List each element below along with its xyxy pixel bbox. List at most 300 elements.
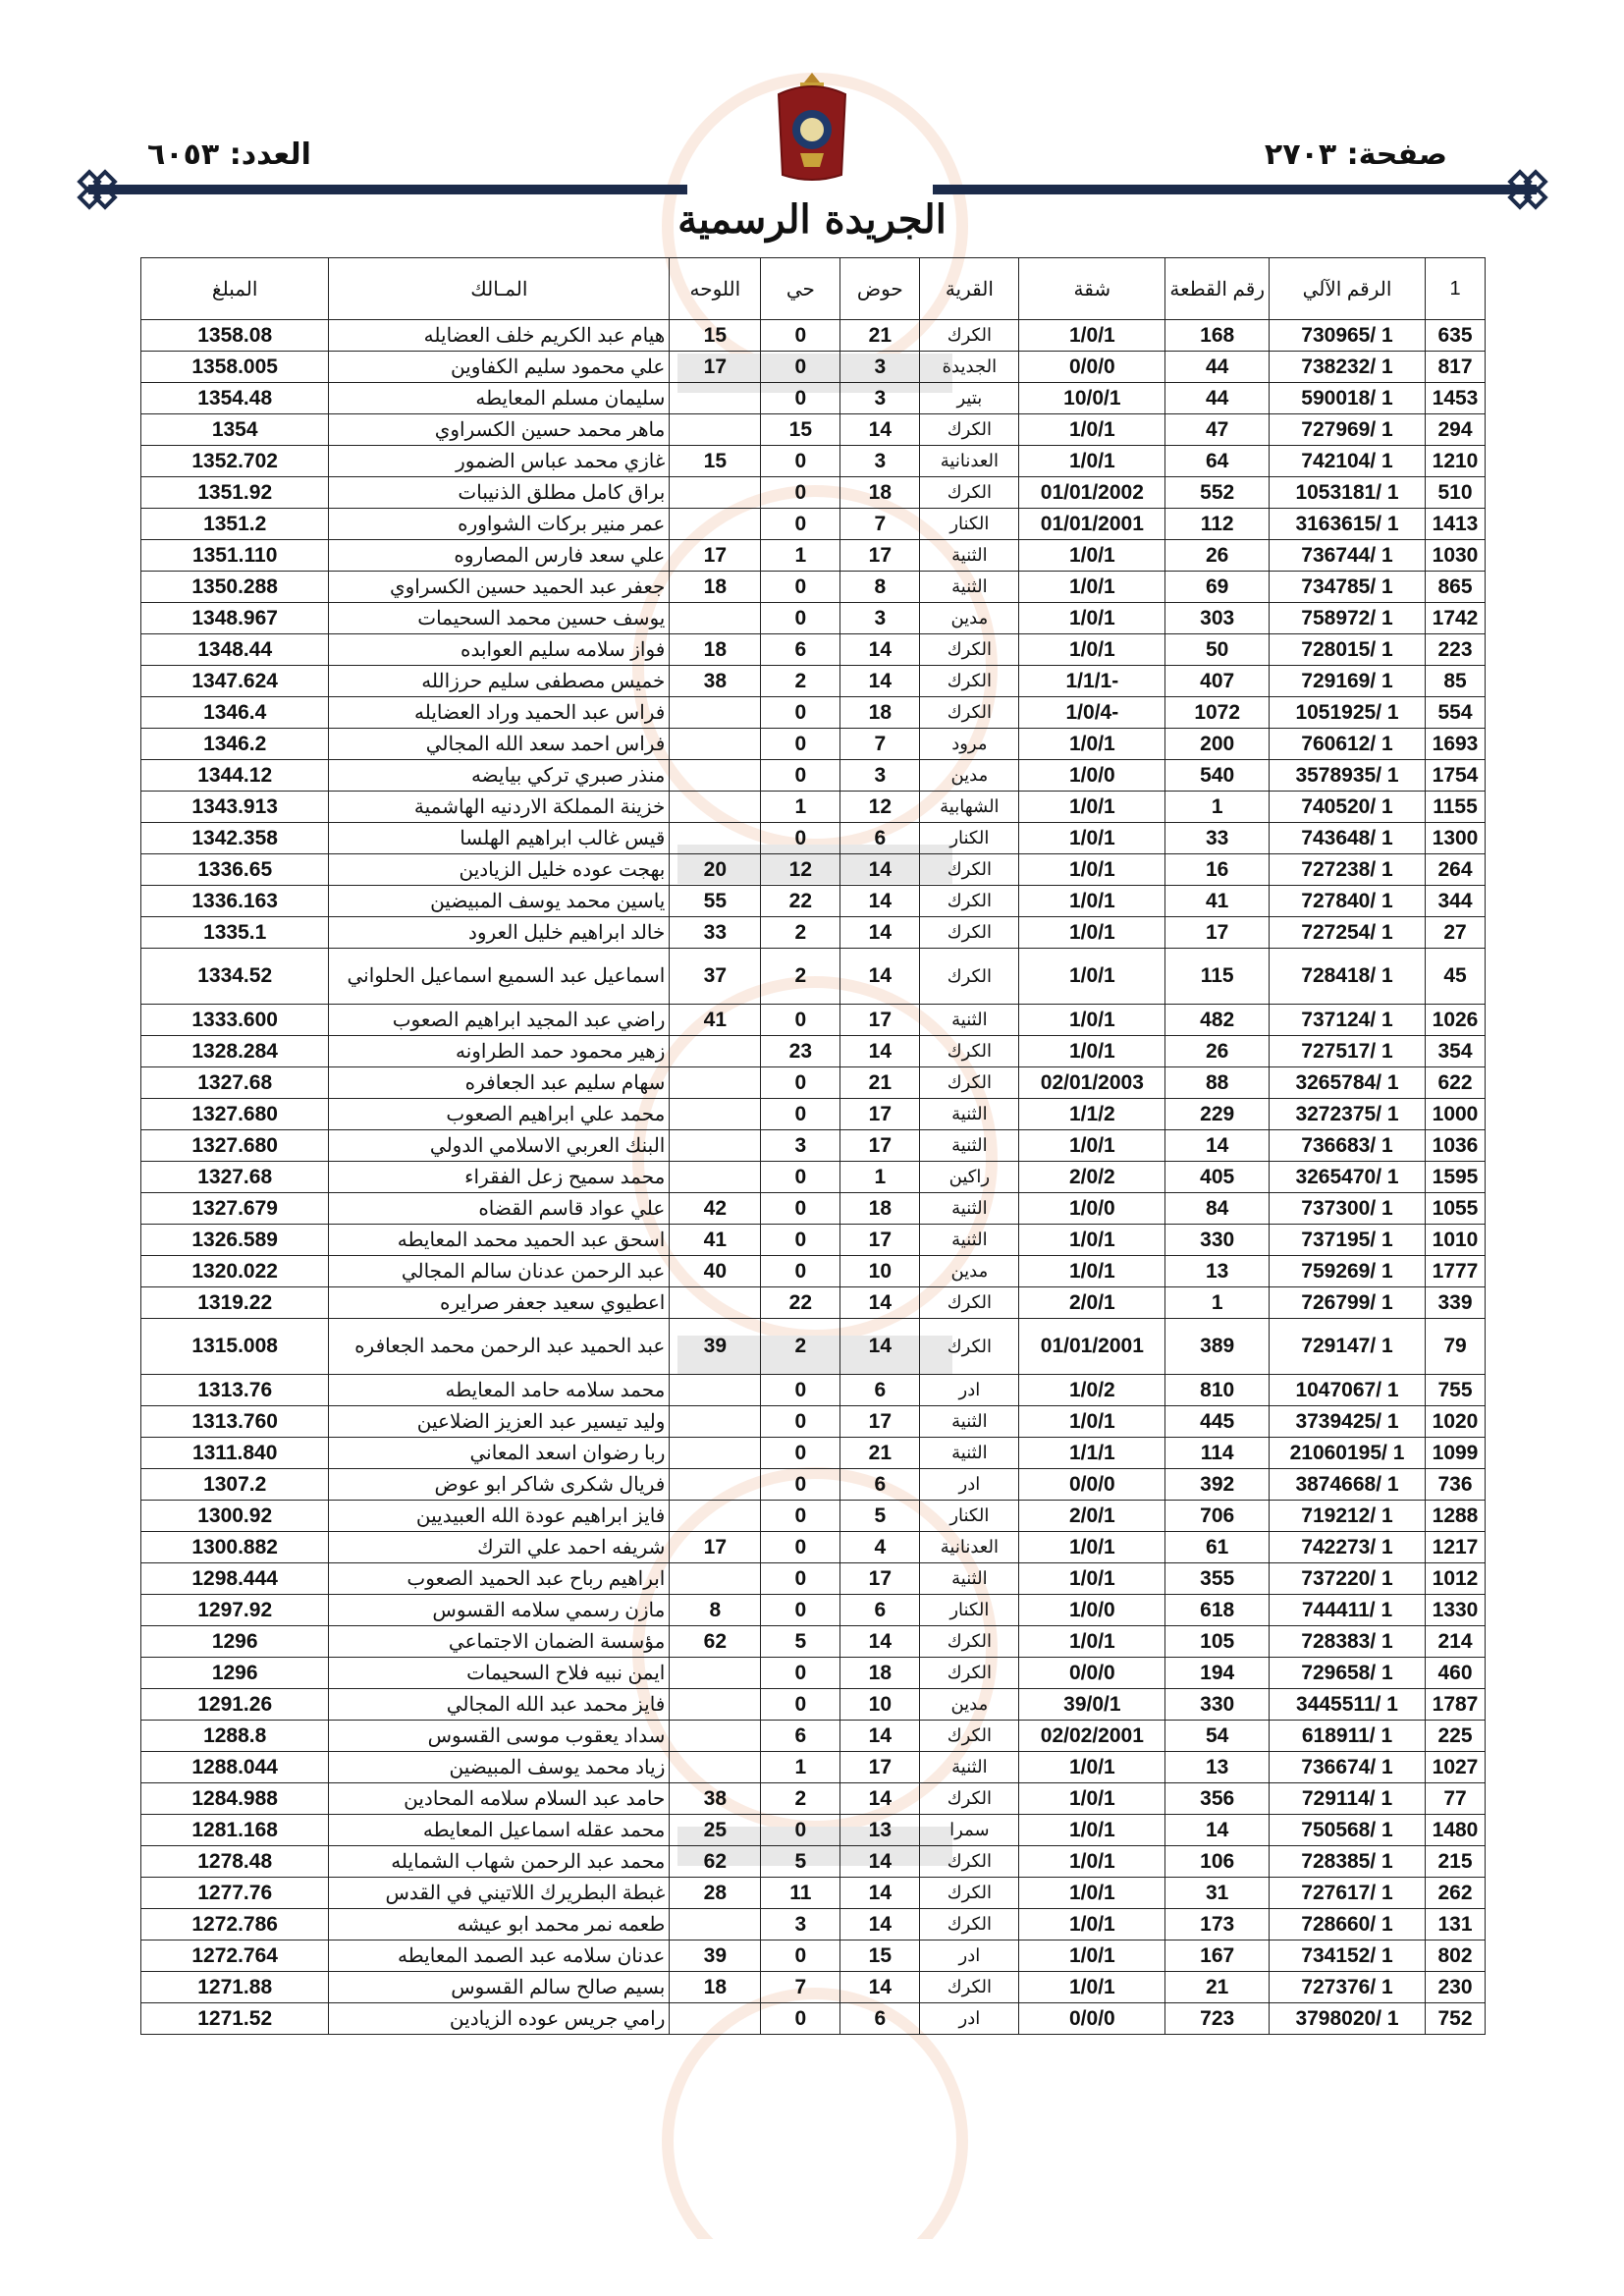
board-cell: 55 [670,886,761,917]
district-cell: 11 [761,1878,840,1909]
district-cell: 1 [761,540,840,572]
amount-cell: 1327.68 [141,1067,329,1099]
apartment-cell: 01/01/2001 [1019,1319,1165,1375]
serial-cell: 755 [1426,1375,1486,1406]
auto-number-cell: 1 /737300 [1270,1193,1426,1225]
village-cell: مدين [920,760,1019,792]
parcel-number-cell: 723 [1165,2003,1270,2035]
board-cell [670,823,761,854]
column-header: شقة [1019,258,1165,320]
owner-cell: شريفه احمد علي الترك [329,1532,670,1563]
basin-cell: 14 [840,1287,920,1319]
serial-cell: 635 [1426,320,1486,352]
basin-cell: 12 [840,792,920,823]
parcel-number-cell: 13 [1165,1752,1270,1783]
amount-cell: 1346.2 [141,729,329,760]
owner-cell: اسحق عبد الحميد محمد المعايطه [329,1225,670,1256]
village-cell: بتير [920,383,1019,414]
parcel-number-cell: 167 [1165,1941,1270,1972]
auto-number-cell: 1 /758972 [1270,603,1426,634]
auto-number-cell: 1 /743648 [1270,823,1426,854]
apartment-cell: 1/0/1 [1019,1878,1165,1909]
owner-cell: عمر منير بركات الشواوره [329,509,670,540]
basin-cell: 7 [840,729,920,760]
amount-cell: 1281.168 [141,1815,329,1846]
basin-cell: 3 [840,383,920,414]
auto-number-cell: 1 /740520 [1270,792,1426,823]
parcel-number-cell: 14 [1165,1815,1270,1846]
amount-cell: 1344.12 [141,760,329,792]
serial-cell: 460 [1426,1658,1486,1689]
district-cell: 0 [761,572,840,603]
apartment-cell: 1/0/1 [1019,823,1165,854]
amount-cell: 1358.08 [141,320,329,352]
basin-cell: 15 [840,1941,920,1972]
auto-number-cell: 1 /750568 [1270,1815,1426,1846]
apartment-cell: 1/0/1 [1019,1005,1165,1036]
basin-cell: 17 [840,1225,920,1256]
owner-cell: مؤسسة الضمان الاجتماعي [329,1626,670,1658]
board-cell [670,1375,761,1406]
serial-cell: 1027 [1426,1752,1486,1783]
owner-cell: اعطيوي سعيد جعفر صرايره [329,1287,670,1319]
board-cell: 33 [670,917,761,949]
apartment-cell: 1/0/1 [1019,1941,1165,1972]
owner-cell: جعفر عبد الحميد حسين الكسراوي [329,572,670,603]
district-cell: 2 [761,1319,840,1375]
parcel-number-cell: 482 [1165,1005,1270,1036]
district-cell: 2 [761,666,840,697]
auto-number-cell: 1 /3874668 [1270,1469,1426,1501]
board-cell [670,1162,761,1193]
district-cell: 0 [761,1469,840,1501]
basin-cell: 14 [840,1909,920,1941]
table-row [141,1846,1486,1878]
amount-cell: 1354.48 [141,383,329,414]
table-row [141,383,1486,414]
serial-cell: 1000 [1426,1099,1486,1130]
table-row [141,2003,1486,2035]
apartment-cell: 2/0/1 [1019,1287,1165,1319]
apartment-cell: 1/0/1 [1019,1225,1165,1256]
amount-cell: 1300.92 [141,1501,329,1532]
apartment-cell: 1/0/1 [1019,1532,1165,1563]
table-row [141,760,1486,792]
auto-number-cell: 1 /736674 [1270,1752,1426,1783]
owner-cell: فايز ابراهيم عودة الله العبيديين [329,1501,670,1532]
amount-cell: 1327.68 [141,1162,329,1193]
serial-cell: 1693 [1426,729,1486,760]
auto-number-cell: 1 /3445511 [1270,1689,1426,1721]
owner-cell: سداد يعقوب موسى القسوس [329,1721,670,1752]
amount-cell: 1319.22 [141,1287,329,1319]
district-cell: 23 [761,1036,840,1067]
amount-cell: 1311.840 [141,1438,329,1469]
owner-cell: سليمان مسلم المعايطه [329,383,670,414]
amount-cell: 1346.4 [141,697,329,729]
village-cell: الشهابية [920,792,1019,823]
amount-cell: 1297.92 [141,1595,329,1626]
serial-cell: 1030 [1426,540,1486,572]
apartment-cell: 01/01/2002 [1019,477,1165,509]
parcel-number-cell: 84 [1165,1193,1270,1225]
apartment-cell: 1/0/2 [1019,1375,1165,1406]
board-cell [670,383,761,414]
owner-cell: مازن رسمي سلامه القسوس [329,1595,670,1626]
serial-cell: 1217 [1426,1532,1486,1563]
parcel-number-cell: 41 [1165,886,1270,917]
owner-cell: بسيم صالح سالم القسوس [329,1972,670,2003]
amount-cell: 1296 [141,1658,329,1689]
district-cell: 6 [761,634,840,666]
auto-number-cell: 1 /727376 [1270,1972,1426,2003]
district-cell: 0 [761,320,840,352]
village-cell: الثنية [920,572,1019,603]
apartment-cell: 1/0/1 [1019,886,1165,917]
village-cell: راكين [920,1162,1019,1193]
apartment-cell: 1/0/1 [1019,1815,1165,1846]
table-row [141,886,1486,917]
auto-number-cell: 1 /730965 [1270,320,1426,352]
basin-cell: 3 [840,446,920,477]
serial-cell: 1453 [1426,383,1486,414]
parcel-number-cell: 706 [1165,1501,1270,1532]
apartment-cell: 1/0/1 [1019,949,1165,1005]
ledger-body [141,320,1486,2035]
auto-number-cell: 1 /738232 [1270,352,1426,383]
parcel-number-cell: 47 [1165,414,1270,446]
apartment-cell: 1/0/1 [1019,1909,1165,1941]
basin-cell: 14 [840,666,920,697]
apartment-cell: 1/0/1 [1019,1752,1165,1783]
serial-cell: 27 [1426,917,1486,949]
auto-number-cell: 1 /727969 [1270,414,1426,446]
village-cell: الكرك [920,1972,1019,2003]
amount-cell: 1278.48 [141,1846,329,1878]
board-cell: 17 [670,540,761,572]
basin-cell: 21 [840,320,920,352]
board-cell [670,1130,761,1162]
owner-cell: براق كامل مطلق الذنيبات [329,477,670,509]
parcel-number-cell: 44 [1165,352,1270,383]
amount-cell: 1327.680 [141,1130,329,1162]
serial-cell: 554 [1426,697,1486,729]
auto-number-cell: 1 /719212 [1270,1501,1426,1532]
amount-cell: 1342.358 [141,823,329,854]
basin-cell: 10 [840,1689,920,1721]
table-row [141,823,1486,854]
parcel-number-cell: 1072 [1165,697,1270,729]
auto-number-cell: 1 /736744 [1270,540,1426,572]
amount-cell: 1348.967 [141,603,329,634]
parcel-number-cell: 64 [1165,446,1270,477]
district-cell: 6 [761,1721,840,1752]
parcel-number-cell: 407 [1165,666,1270,697]
basin-cell: 17 [840,1005,920,1036]
auto-number-cell: 1 /734152 [1270,1941,1426,1972]
district-cell: 0 [761,509,840,540]
table-row [141,854,1486,886]
district-cell: 1 [761,1752,840,1783]
apartment-cell: 1/0/1 [1019,572,1165,603]
district-cell: 0 [761,1005,840,1036]
amount-cell: 1300.882 [141,1532,329,1563]
column-header: المـالك [329,258,670,320]
district-cell: 0 [761,1501,840,1532]
district-cell: 0 [761,1375,840,1406]
basin-cell: 17 [840,540,920,572]
owner-cell: منذر صبري تركي بيايضه [329,760,670,792]
parcel-number-cell: 106 [1165,1846,1270,1878]
basin-cell: 14 [840,1319,920,1375]
parcel-number-cell: 69 [1165,572,1270,603]
table-row [141,1193,1486,1225]
apartment-cell: 1/0/1 [1019,854,1165,886]
table-row [141,1532,1486,1563]
district-cell: 0 [761,1658,840,1689]
basin-cell: 7 [840,509,920,540]
village-cell: الكرك [920,666,1019,697]
district-cell: 0 [761,823,840,854]
village-cell: الكرك [920,1626,1019,1658]
auto-number-cell: 1 /742273 [1270,1532,1426,1563]
column-header: القرية [920,258,1019,320]
apartment-cell: 0/0/0 [1019,1658,1165,1689]
basin-cell: 4 [840,1532,920,1563]
village-cell: الكرك [920,1909,1019,1941]
parcel-number-cell: 405 [1165,1162,1270,1193]
village-cell: الكنار [920,509,1019,540]
auto-number-cell: 1 /742104 [1270,446,1426,477]
auto-number-cell: 1 /727617 [1270,1878,1426,1909]
table-row [141,1036,1486,1067]
serial-cell: 354 [1426,1036,1486,1067]
auto-number-cell: 1 /727254 [1270,917,1426,949]
basin-cell: 10 [840,1256,920,1287]
serial-cell: 85 [1426,666,1486,697]
village-cell: الكرك [920,414,1019,446]
apartment-cell: 1/1/1 [1019,1438,1165,1469]
amount-cell: 1315.008 [141,1319,329,1375]
village-cell: العدنانية [920,446,1019,477]
parcel-number-cell: 810 [1165,1375,1270,1406]
owner-cell: خزينة المملكة الاردنيه الهاشمية [329,792,670,823]
serial-cell: 1210 [1426,446,1486,477]
board-cell [670,1721,761,1752]
table-row [141,320,1486,352]
board-cell: 18 [670,572,761,603]
district-cell: 0 [761,2003,840,2035]
table-row [141,1721,1486,1752]
auto-number-cell: 1 /728418 [1270,949,1426,1005]
parcel-number-cell: 114 [1165,1438,1270,1469]
village-cell: مدين [920,1256,1019,1287]
district-cell: 0 [761,1193,840,1225]
village-cell: الكرك [920,477,1019,509]
board-cell [670,1099,761,1130]
district-cell: 0 [761,1256,840,1287]
board-cell: 39 [670,1941,761,1972]
apartment-cell: 0/0/0 [1019,352,1165,383]
village-cell: الكرك [920,1287,1019,1319]
land-ledger-table [140,257,1486,2035]
basin-cell: 5 [840,1501,920,1532]
apartment-cell: 1/0/1 [1019,917,1165,949]
district-cell: 0 [761,383,840,414]
board-cell: 25 [670,1815,761,1846]
table-row [141,1469,1486,1501]
village-cell: ادر [920,2003,1019,2035]
board-cell: 62 [670,1626,761,1658]
owner-cell: ماهر محمد حسين الكسراوي [329,414,670,446]
table-row [141,414,1486,446]
serial-cell: 215 [1426,1846,1486,1878]
decorative-band-right [933,185,1537,194]
decorative-band-left [88,185,687,194]
owner-cell: خالد ابراهيم خليل العرود [329,917,670,949]
owner-cell: ابراهيم رباح عبد الحميد الصعوب [329,1563,670,1595]
apartment-cell: 1/0/1 [1019,792,1165,823]
parcel-number-cell: 44 [1165,383,1270,414]
auto-number-cell: 1 /3163615 [1270,509,1426,540]
page-title: الجريدة الرسمية [677,196,947,243]
apartment-cell: 1/0/1 [1019,603,1165,634]
auto-number-cell: 1 /1047067 [1270,1375,1426,1406]
board-cell [670,1438,761,1469]
amount-cell: 1351.2 [141,509,329,540]
table-row [141,1783,1486,1815]
village-cell: الكرك [920,634,1019,666]
apartment-cell: 2/0/1 [1019,1501,1165,1532]
amount-cell: 1277.76 [141,1878,329,1909]
village-cell: الكرك [920,1846,1019,1878]
table-row [141,917,1486,949]
serial-cell: 230 [1426,1972,1486,2003]
column-header: المبلغ [141,258,329,320]
district-cell: 0 [761,352,840,383]
table-row [141,1099,1486,1130]
owner-cell: زهير محمود حمد الطراونه [329,1036,670,1067]
table-row [141,1287,1486,1319]
owner-cell: غازي محمد عباس الضمور [329,446,670,477]
district-cell: 2 [761,1783,840,1815]
owner-cell: ايمن نبيه فلاح السحيمات [329,1658,670,1689]
owner-cell: عبد الرحمن عدنان سالم المجالي [329,1256,670,1287]
board-cell: 18 [670,1972,761,2003]
owner-cell: ربا رضوان اسعد المعاني [329,1438,670,1469]
district-cell: 0 [761,603,840,634]
basin-cell: 14 [840,1972,920,2003]
village-cell: ادر [920,1469,1019,1501]
board-cell: 38 [670,1783,761,1815]
apartment-cell: 1/0/1 [1019,634,1165,666]
serial-cell: 510 [1426,477,1486,509]
amount-cell: 1335.1 [141,917,329,949]
serial-cell: 131 [1426,1909,1486,1941]
amount-cell: 1333.600 [141,1005,329,1036]
owner-cell: سهام سليم عبد الجعافره [329,1067,670,1099]
apartment-cell: 1/0/1 [1019,1972,1165,2003]
board-cell [670,1563,761,1595]
amount-cell: 1271.52 [141,2003,329,2035]
table-row [141,1130,1486,1162]
district-cell: 1 [761,792,840,823]
district-cell: 0 [761,1099,840,1130]
basin-cell: 14 [840,1036,920,1067]
serial-cell: 225 [1426,1721,1486,1752]
table-row [141,1563,1486,1595]
basin-cell: 21 [840,1438,920,1469]
apartment-cell: 1/0/0 [1019,1193,1165,1225]
district-cell: 0 [761,1406,840,1438]
village-cell: الثنية [920,1406,1019,1438]
serial-cell: 752 [1426,2003,1486,2035]
auto-number-cell: 1 /729114 [1270,1783,1426,1815]
serial-cell: 1754 [1426,760,1486,792]
parcel-number-cell: 1 [1165,792,1270,823]
village-cell: الثنية [920,1193,1019,1225]
owner-cell: فراس عبد الحميد وراد العضايله [329,697,670,729]
table-row [141,1595,1486,1626]
village-cell: الثنية [920,540,1019,572]
parcel-number-cell: 330 [1165,1225,1270,1256]
serial-cell: 223 [1426,634,1486,666]
district-cell: 0 [761,1595,840,1626]
amount-cell: 1298.444 [141,1563,329,1595]
apartment-cell: 1/0/0 [1019,1595,1165,1626]
owner-cell: زياد محمد يوسف المبيضين [329,1752,670,1783]
basin-cell: 6 [840,1595,920,1626]
basin-cell: 1 [840,1162,920,1193]
amount-cell: 1328.284 [141,1036,329,1067]
board-cell [670,2003,761,2035]
district-cell: 22 [761,1287,840,1319]
table-row [141,603,1486,634]
parcel-number-cell: 540 [1165,760,1270,792]
village-cell: الكنار [920,823,1019,854]
parcel-number-cell: 88 [1165,1067,1270,1099]
board-cell [670,792,761,823]
auto-number-cell: 1 /737220 [1270,1563,1426,1595]
village-cell: مدين [920,1689,1019,1721]
district-cell: 2 [761,917,840,949]
parcel-number-cell: 200 [1165,729,1270,760]
owner-cell: طعمه نمر محمد ابو عيشه [329,1909,670,1941]
board-cell [670,1658,761,1689]
basin-cell: 6 [840,1469,920,1501]
owner-cell: حامد عبد السلام سلامه المحادين [329,1783,670,1815]
district-cell: 0 [761,729,840,760]
parcel-number-cell: 392 [1165,1469,1270,1501]
district-cell: 2 [761,949,840,1005]
apartment-cell: 1/0/1 [1019,1036,1165,1067]
owner-cell: محمد علي ابراهيم الصعوب [329,1099,670,1130]
auto-number-cell: 1 /728385 [1270,1846,1426,1878]
parcel-number-cell: 14 [1165,1130,1270,1162]
parcel-number-cell: 330 [1165,1689,1270,1721]
village-cell: الكرك [920,1036,1019,1067]
board-cell [670,509,761,540]
table-row [141,1375,1486,1406]
serial-cell: 1777 [1426,1256,1486,1287]
amount-cell: 1348.44 [141,634,329,666]
auto-number-cell: 1 /1051925 [1270,697,1426,729]
village-cell: الثنية [920,1099,1019,1130]
apartment-cell: 1/0/0 [1019,760,1165,792]
owner-cell: محمد سلامه حامد المعايطه [329,1375,670,1406]
serial-cell: 817 [1426,352,1486,383]
table-row [141,1162,1486,1193]
